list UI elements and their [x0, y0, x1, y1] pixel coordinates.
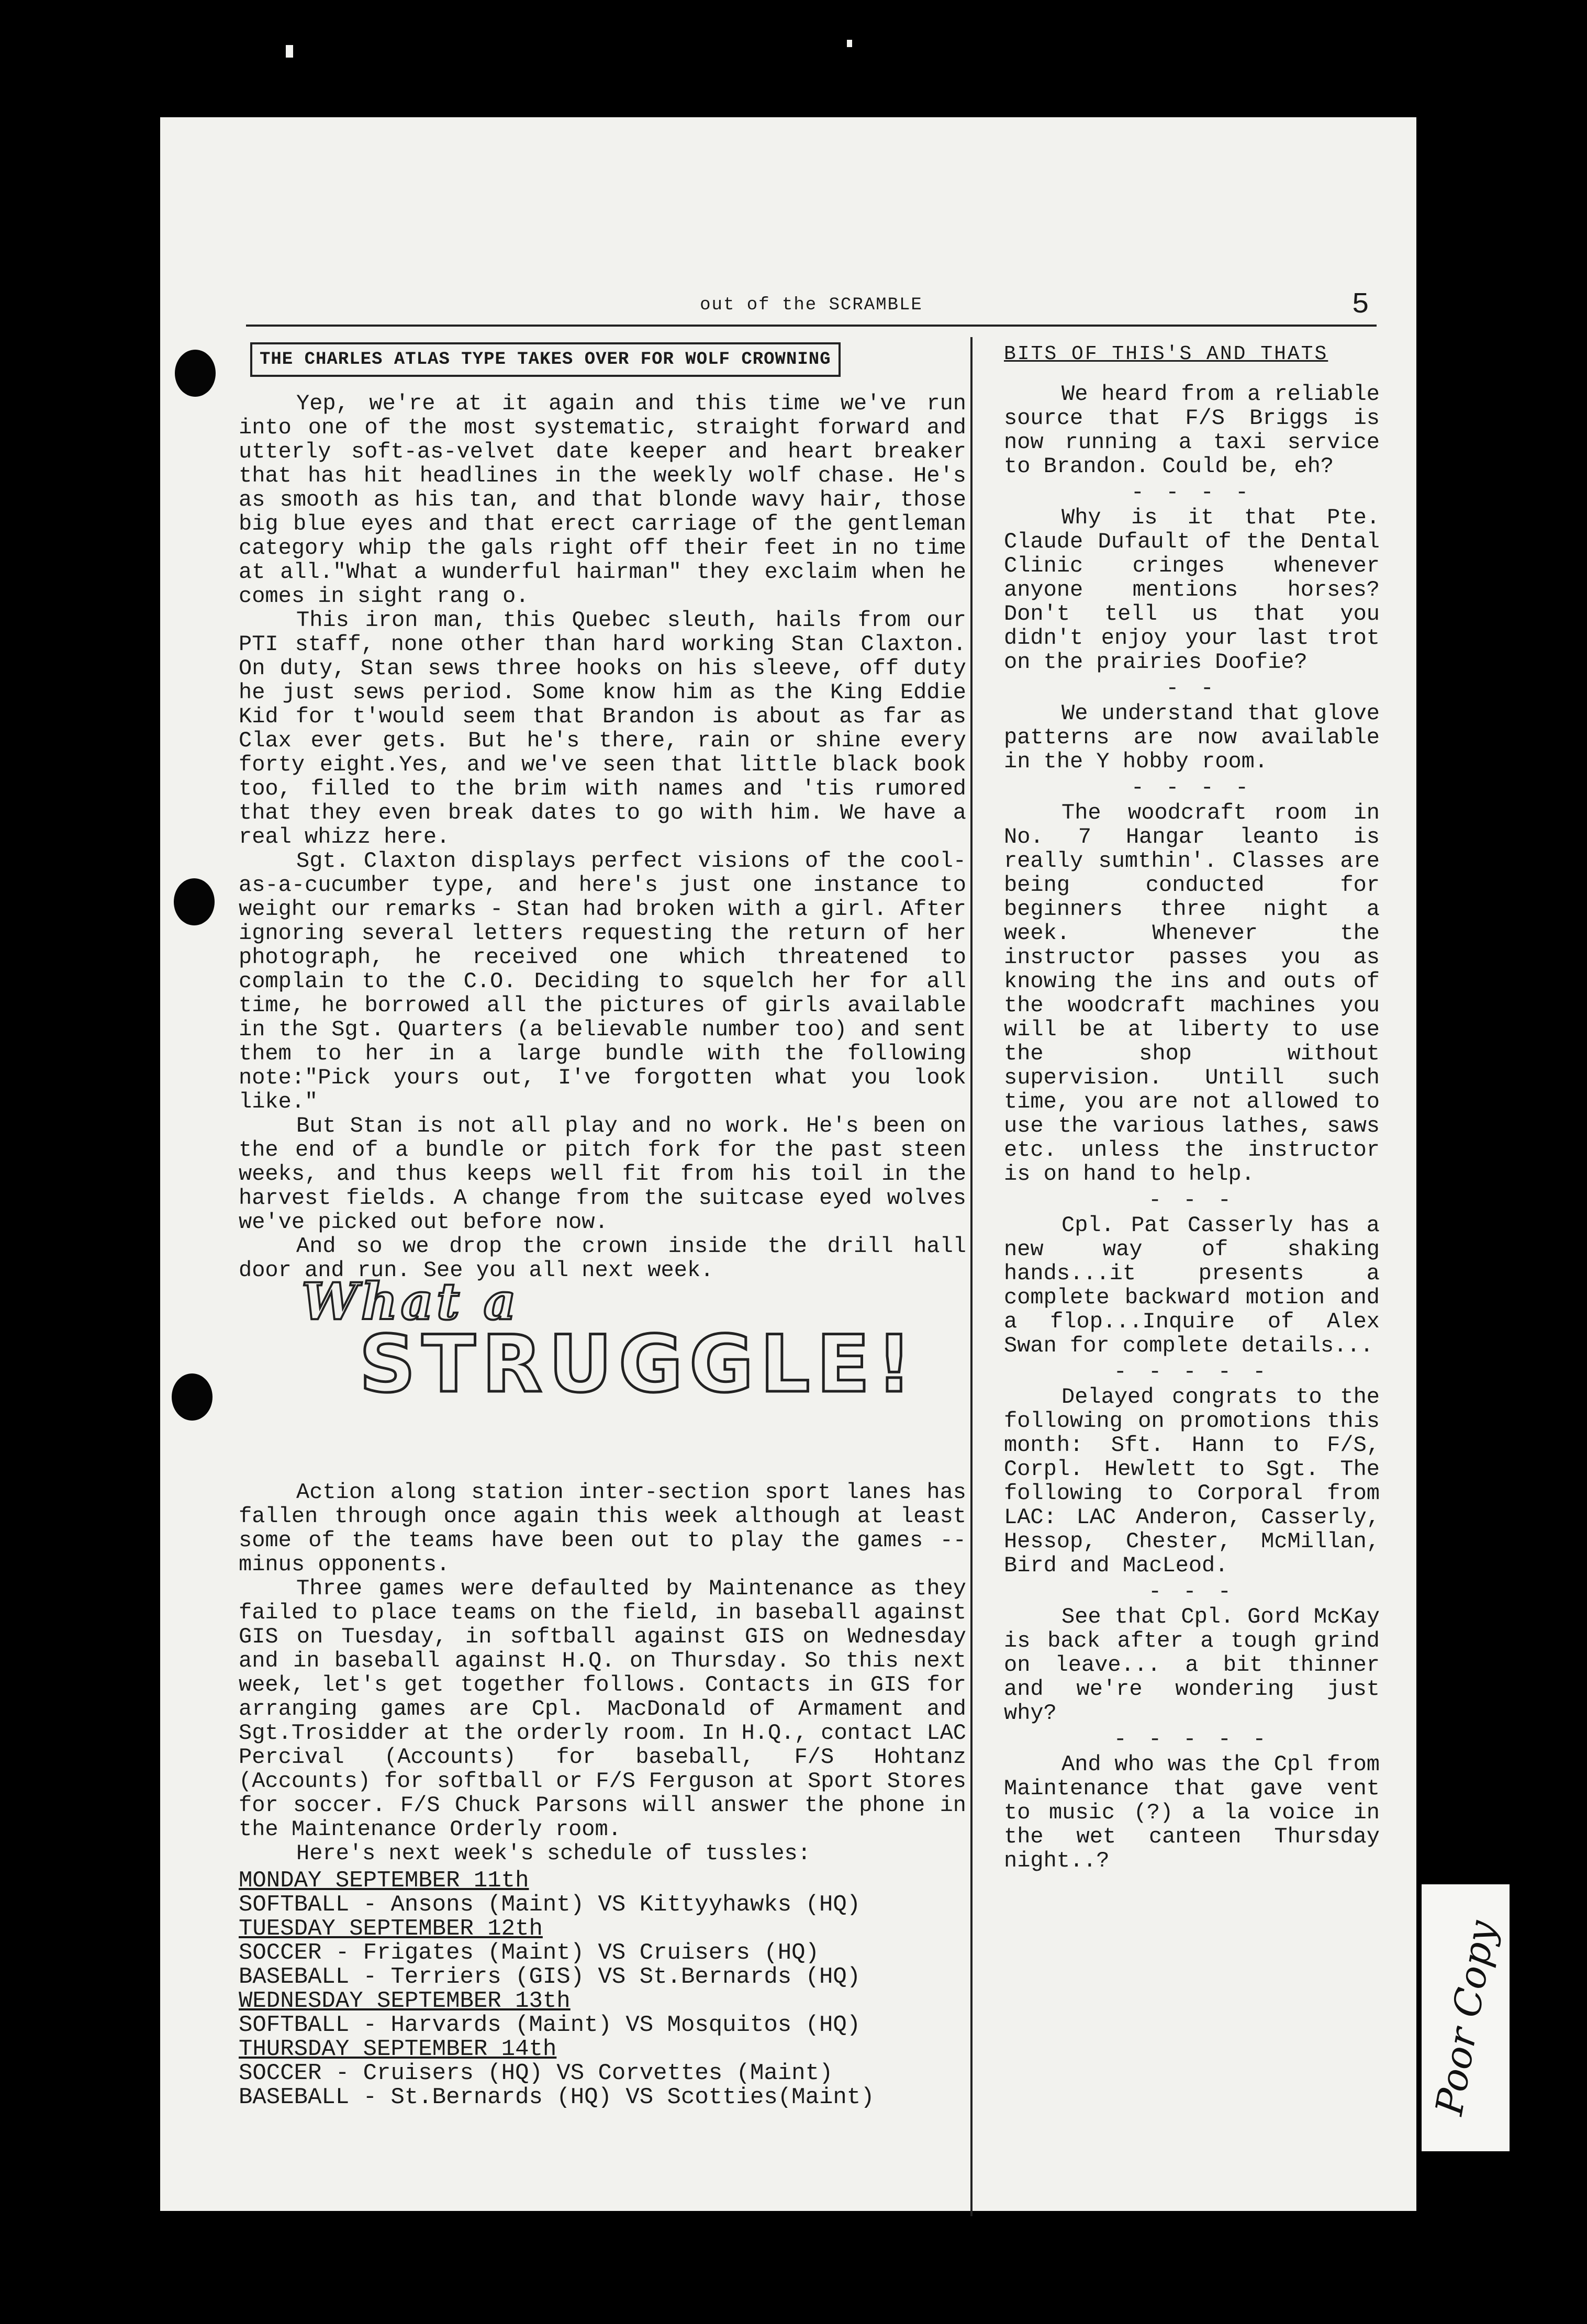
header-rule — [246, 325, 1377, 327]
schedule-game: SOCCER - Frigates (Maint) VS Cruisers (HQ) — [239, 1940, 819, 1966]
story-headline: THE CHARLES ATLAS TYPE TAKES OVER FOR WOLF CROWNING — [250, 342, 841, 377]
item-separator: - - - — [1148, 1188, 1236, 1213]
column-item: We heard from a reliable source that F/S Briggs is now running a taxi service to Brandon. Could be, eh? — [1004, 382, 1380, 479]
page-header — [246, 288, 1377, 327]
schedule-date: WEDNESDAY SEPTEMBER 13th — [239, 1988, 571, 2014]
story-paragraph: But Stan is not all play and no work. He's been on the end of a bundle or pitch fork for the past steen weeks, and thus keeps well fit from his toil in the harvest fields. A change from the suitcase eyed wolves we've picked out before now. — [239, 1113, 966, 1235]
scan-speck — [847, 40, 852, 47]
schedule-game: SOFTBALL - Harvards (Maint) VS Mosquitos (HQ) — [239, 2012, 861, 2038]
schedule-date: TUESDAY SEPTEMBER 12th — [239, 1916, 543, 1942]
schedule-game: BASEBALL - Terriers (GIS) VS St.Bernards (HQ) — [239, 1964, 861, 1990]
right-column — [1004, 342, 1380, 1875]
column-item: See that Cpl. Gord McKay is back after a tough grind on leave... a bit thinner and we're wondering just why? — [1004, 1604, 1380, 1726]
schedule-game: BASEBALL - St.Bernards (HQ) VS Scotties(Maint) — [239, 2084, 875, 2110]
item-separator: - - - - - — [1113, 1359, 1270, 1384]
column-item: And who was the Cpl from Maintenance that gave vent to music (?) a la voice in the wet canteen Thursday night..? — [1004, 1752, 1380, 1873]
art-line-what-a: What a — [301, 1272, 519, 1331]
newsletter-page — [160, 117, 1416, 2211]
punch-hole — [175, 350, 216, 397]
punch-hole — [174, 878, 215, 925]
story-paragraph: Sgt. Claxton displays perfect visions of the cool-as-a-cucumber type, and here's just one instance to weight our remarks - Stan had broken with a girl. After ignoring several letters requesting the return of her photograph, he received one which threatened to complain to the C.O. Deciding to squelch her for all time, he borrowed all the pictures of girls available in the Sgt. Quarters (a believable number too) and sent them to her in a large bundle with the following note:"Pick yours out, I've forgotten what you look like." — [239, 848, 966, 1114]
column-item: Cpl. Pat Casserly has a new way of shaking hands...it presents a complete backward motion and a flop...Inquire of Alex Swan for complete details... — [1004, 1213, 1380, 1358]
schedule-game: SOFTBALL - Ansons (Maint) VS Kittyyhawks (HQ) — [239, 1892, 861, 1918]
left-column — [239, 342, 966, 2109]
story-paragraph: This iron man, this Quebec sleuth, hails from our PTI staff, none other than hard working Stan Claxton. On duty, Stan sews three hooks on his sleeve, off duty he just sews period. Some know him as the King Eddie Kid for t'would seem that Brandon is about as far as Clax ever gets. But he's there, rain or shine every forty eight.Yes, and we've seen that little black book too, filled to the brim with names and 'tis rumored that they even break dates to go with him. We have a real whizz here. — [239, 608, 966, 850]
column-item: The woodcraft room in No. 7 Hangar leanto is really sumthin'. Classes are being conducted for beginners three night a week. Whenever the instructor passes you as knowing the ins and outs of the woodcraft machines you will be at liberty to use the shop without supervision. Untill such time, you are not allowed to use the various lathes, saws etc. unless the instructor is on hand to help. — [1004, 800, 1380, 1187]
column-item: Delayed congrats to the following on promotions this month: Sft. Hann to F/S, Corpl. Hewlett to Sgt. The following to Corporal from LAC: LAC Anderon, Casserly, Hessop, Chester, McMillan, Bird and MacLeod. — [1004, 1384, 1380, 1578]
poor-copy-handwriting: Poor Copy — [1427, 1917, 1504, 2118]
struggle-headline-art — [239, 1272, 966, 1468]
column-headline: BITS OF THIS'S AND THATS — [1004, 343, 1328, 365]
scan-speck — [286, 45, 293, 58]
poor-copy-label — [1422, 1884, 1510, 2151]
page-number: 5 — [1351, 288, 1369, 321]
item-separator: - - — [1166, 676, 1218, 701]
item-separator: - - - — [1148, 1579, 1236, 1604]
column-item: Why is it that Pte. Claude Dufault of the Dental Clinic cringes whenever anyone mentions horses? Don't tell us that you didn't enjoy your last trot on the prairies Doofie? — [1004, 505, 1380, 675]
item-separator: - - - - — [1131, 480, 1253, 505]
schedule-game: SOCCER - Cruisers (HQ) VS Corvettes (Maint) — [239, 2060, 833, 2086]
story-paragraph: And so we drop the crown inside the drill hall door and run. See you all next week. — [239, 1234, 966, 1283]
art-line-struggle: STRUGGLE! — [359, 1319, 919, 1410]
item-separator: - - - - - — [1113, 1727, 1270, 1752]
sports-paragraph: Action along station inter-section sport lanes has fallen through once again this week although at least some of the teams have been out to play the games -- minus opponents. — [239, 1480, 966, 1577]
sports-paragraph: Here's next week's schedule of tussles: — [296, 1841, 811, 1866]
schedule-date: MONDAY SEPTEMBER 11th — [239, 1868, 529, 1894]
item-separator: - - - - — [1131, 775, 1253, 800]
schedule-date: THURSDAY SEPTEMBER 14th — [239, 2036, 557, 2062]
schedule — [239, 1869, 966, 2109]
newsletter-title: out of the SCRAMBLE — [700, 295, 923, 315]
punch-hole — [172, 1373, 213, 1421]
sports-paragraph: Three games were defaulted by Maintenance as they failed to place teams on the field, in baseball against GIS on Tuesday, in softball against GIS on Wednesday and in baseball against H.Q. on Thursday. So this next week, let's get together follows. Contacts in GIS for arranging games are Cpl. MacDonald of Armament and Sgt.Trosidder at the orderly room. In H.Q., contact LAC Percival (Accounts) for baseball, F/S Hohtanz (Accounts) for softball or F/S Ferguson at Sport Stores for soccer. F/S Chuck Parsons will answer the phone in the Maintenance Orderly room. — [239, 1576, 966, 1842]
column-divider — [970, 337, 973, 2216]
column-item: We understand that glove patterns are now available in the Y hobby room. — [1004, 701, 1380, 774]
story-paragraph: Yep, we're at it again and this time we've run into one of the most systematic, straight forward and utterly soft-as-velvet date keeper and heart breaker that has hit headlines in the weekly wolf chase. He's as smooth as his tan, and that blonde wavy hair, those big blue eyes and that erect carriage of the gentleman category whip the gals right off their feet in no time at all."What a wunderful hairman" they exclaim when he comes in sight rang o. — [239, 391, 966, 609]
